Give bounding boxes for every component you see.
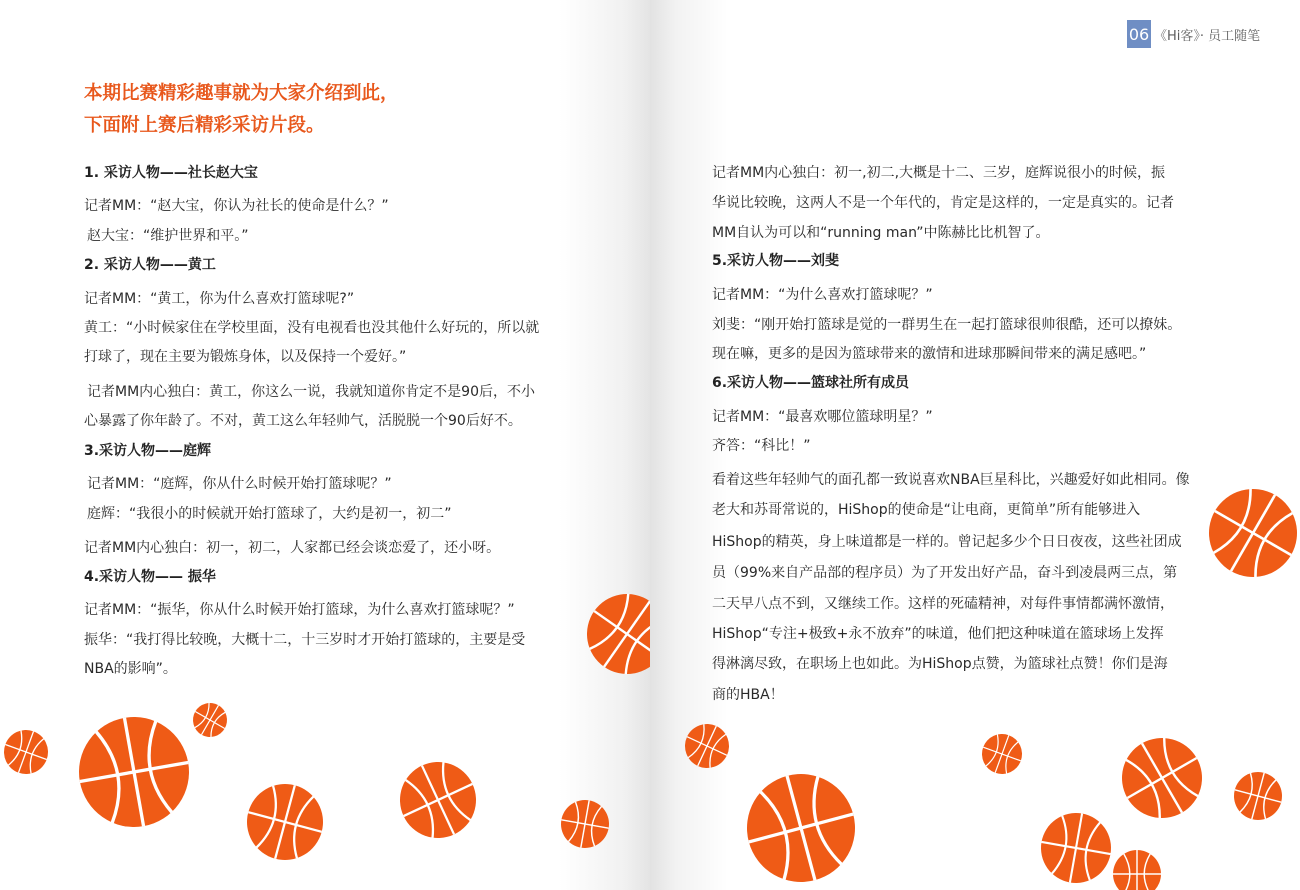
right-text-line: 华说比较晚，这两人不是一个年代的，肯定是这样的，一定是真实的。记者 bbox=[712, 195, 1174, 211]
right-text-line: 二天早八点不到，又继续工作。这样的死磕精神，对每件事情都满怀激情， bbox=[712, 596, 1174, 612]
right-text-line: HiShop的精英，身上味道都是一样的。曾记起多少个日日夜夜，这些社团成 bbox=[712, 534, 1182, 550]
magazine-title: 《Hi客》· 员工随笔 bbox=[1154, 28, 1261, 44]
left-text-line: 记者MM：“庭辉，你从什么时候开始打篮球呢？” bbox=[87, 476, 392, 492]
right-text-line: 现在嘛，更多的是因为篮球带来的激情和进球那瞬间带来的满足感吧。” bbox=[712, 346, 1147, 362]
page-number: 06 bbox=[1127, 20, 1151, 48]
basketball-icon bbox=[70, 708, 197, 835]
right-text-line: MM自认为可以和“running man”中陈赫比比机智了。 bbox=[712, 225, 1050, 241]
basketball-icon bbox=[1193, 473, 1300, 593]
left-text-line: 黄工：“小时候家住在学校里面，没有电视看也没其他什么好玩的，所以就 bbox=[84, 320, 540, 336]
basketball-icon bbox=[187, 697, 233, 743]
right-text-line: 齐答：“科比！” bbox=[712, 438, 811, 454]
right-text-line: 记者MM：“为什么喜欢打篮球呢？” bbox=[712, 287, 933, 303]
basketball-icon bbox=[1107, 723, 1216, 832]
left-section-heading: 1. 采访人物——社长赵大宝 bbox=[84, 165, 258, 181]
basketball-icon bbox=[1113, 850, 1161, 890]
basketball-icon bbox=[388, 750, 489, 851]
basketball-icon bbox=[735, 762, 867, 890]
left-text-line: 赵大宝：“维护世界和平。” bbox=[87, 228, 249, 244]
left-text-line: 记者MM：“赵大宝，你认为社长的使命是什么？” bbox=[84, 198, 389, 214]
right-text-line: 商的HBA！ bbox=[712, 687, 784, 703]
basketball-icon bbox=[571, 578, 650, 689]
right-text-line: 员（99%来自产品部的程序员）为了开发出好产品，奋斗到凌晨两三点，第 bbox=[712, 565, 1178, 581]
left-text-line: 记者MM：“振华，你从什么时候开始打篮球，为什么喜欢打篮球呢？” bbox=[84, 602, 515, 618]
left-text-line: NBA的影响”。 bbox=[84, 661, 177, 677]
right-text-line: 老大和苏哥常说的，HiShop的使命是“让电商，更简单”所有能够进入 bbox=[712, 502, 1141, 518]
right-text-line: 记者MM内心独白：初一,初二,大概是十二、三岁，庭辉说很小的时候，振 bbox=[712, 165, 1166, 181]
left-section-heading: 2. 采访人物——黄工 bbox=[84, 257, 216, 273]
basketball-icon bbox=[0, 724, 54, 780]
right-section-heading: 5.采访人物——刘斐 bbox=[712, 253, 840, 269]
left-section-heading: 3.采访人物——庭辉 bbox=[84, 443, 212, 459]
basketball-icon bbox=[1035, 807, 1116, 888]
right-text-line: HiShop“专注+极致+永不放弃”的味道，他们把这种味道在篮球场上发挥 bbox=[712, 626, 1164, 642]
intro-line-1: 本期比赛精彩趣事就为大家介绍到此， bbox=[84, 83, 399, 104]
basketball-decorations-right bbox=[650, 0, 1300, 890]
right-page bbox=[650, 0, 1300, 890]
basketball-icon bbox=[976, 728, 1027, 779]
right-text-line: 记者MM：“最喜欢哪位篮球明星？” bbox=[712, 409, 933, 425]
basketball-icon bbox=[557, 796, 613, 852]
left-text-line: 庭辉：“我很小的时候就开始打篮球了，大约是初一，初二” bbox=[87, 506, 452, 522]
left-text-line: 打球了，现在主要为锻炼身体，以及保持一个爱好。” bbox=[84, 349, 407, 365]
left-text-line: 心暴露了你年龄了。不对，黄工这么年轻帅气，活脱脱一个90后好不。 bbox=[84, 413, 522, 429]
intro-line-2: 下面附上赛后精彩采访片段。 bbox=[84, 115, 325, 136]
right-section-heading: 6.采访人物——篮球社所有成员 bbox=[712, 375, 910, 391]
left-text-line: 记者MM内心独白：黄工，你这么一说，我就知道你肯定不是90后，不小 bbox=[87, 384, 535, 400]
basketball-icon bbox=[1229, 767, 1288, 826]
basketball-icon bbox=[678, 717, 736, 775]
right-text-line: 刘斐：“刚开始打篮球是觉的一群男生在一起打篮球很帅很酷，还可以撩妹。 bbox=[712, 317, 1182, 333]
left-text-line: 记者MM：“黄工，你为什么喜欢打篮球呢?” bbox=[84, 291, 355, 307]
left-text-line: 记者MM内心独白：初一，初二，人家都已经会谈恋爱了，还小呀。 bbox=[84, 540, 501, 556]
basketball-icon bbox=[238, 775, 331, 868]
left-text-line: 振华：“我打得比较晚，大概十二，十三岁时才开始打篮球的，主要是受 bbox=[84, 632, 526, 648]
right-text-line: 看着这些年轻帅气的面孔都一致说喜欢NBA巨星科比，兴趣爱好如此相同。像 bbox=[712, 472, 1190, 488]
right-text-line: 得淋漓尽致，在职场上也如此。为HiShop点赞，为篮球社点赞！你们是海 bbox=[712, 656, 1168, 672]
left-section-heading: 4.采访人物—— 振华 bbox=[84, 569, 216, 585]
